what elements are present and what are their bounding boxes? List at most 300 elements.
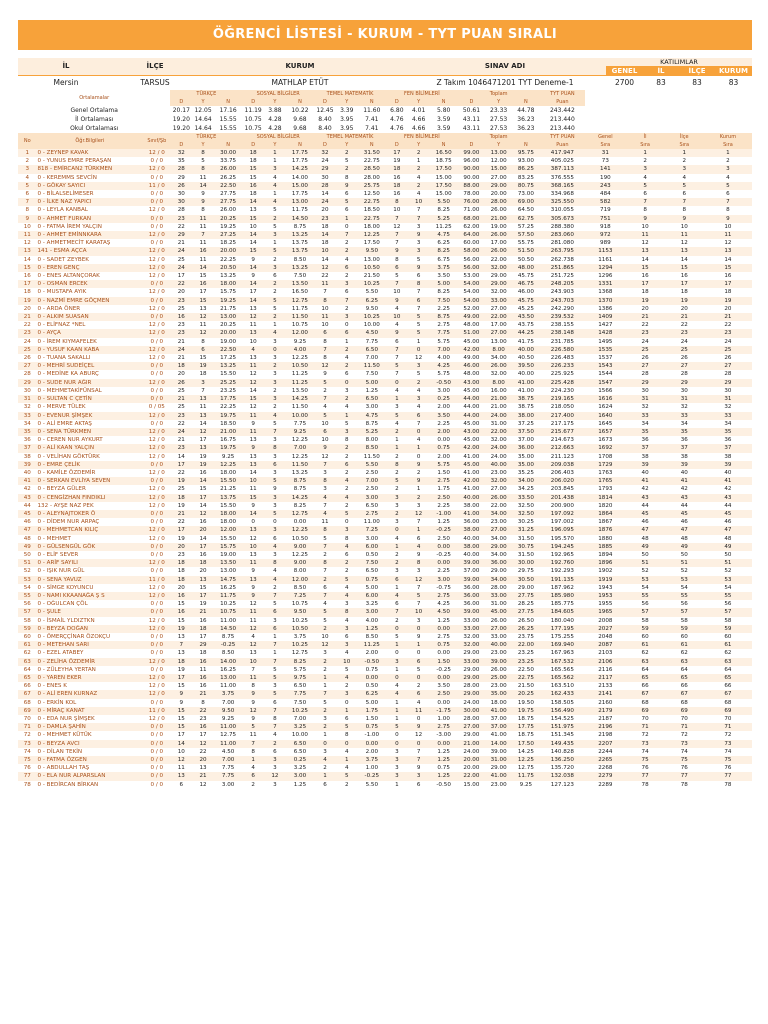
cell-value: 44.25 [512,329,539,337]
table-row [18,748,752,756]
cell-value: 14 [199,535,207,542]
cell-value: 12 [249,371,257,378]
cell-value: 1544 [598,371,613,378]
student-name: 0 - ŞULE [37,608,144,616]
cell-value: 2207 [585,740,625,748]
student-name: 0 - BEYZA DOĞAN [37,625,144,633]
cell-value: 22.00 [485,313,512,321]
row-number: 8 [25,207,30,214]
cell-value: 15.00 [435,174,452,181]
cell-value: 15 [199,486,207,493]
cell-value: 8.00 [485,346,512,354]
cell-value: 2 [273,387,277,394]
cell-value: 6 [395,601,399,608]
cell-value: 3 [323,486,327,493]
cell-value: 37.50 [512,428,539,436]
cell-value: 12 [192,510,214,518]
cell-value: 197.002 [550,519,574,526]
cell-value: 6.25 [358,297,386,305]
cell-value: 1 [336,412,358,420]
row-number: 25 [18,346,37,354]
cell-value: 3 [386,756,408,764]
student-class: 0 / 0 [143,198,170,206]
table-row [18,633,752,641]
cell-value: 14 [170,740,192,748]
cell-value: 9 [273,486,277,493]
cell-value: 9 [242,690,264,698]
sh-fen: FEN BİLİMLERİ [386,90,458,98]
cell-value: 30 [170,198,192,206]
cell-value: 24.00 [463,748,480,755]
cell-value: -1.75 [430,707,458,715]
cell-value: 4 [416,437,421,444]
cell-value: 65 [626,674,665,682]
cell-value: 2 [416,683,421,690]
average-value: 14.64 [194,125,212,132]
cell-value: 3.75 [358,756,386,764]
cell-value: 15 [665,264,704,272]
cell-value: 5 [408,313,430,321]
cell-value: 1.25 [293,781,307,788]
sub-y-3: Y [408,141,430,149]
cell-value: 13 [249,305,257,312]
cell-value: 5.00 [430,280,458,288]
cell-value: 17 [170,461,192,469]
cell-value: 7.75 [221,765,235,772]
cell-value: 5 [273,207,277,214]
cell-value: 39.50 [512,362,539,370]
cell-value: 18.00 [220,469,237,476]
cell-value: 12.00 [286,576,314,584]
cell-value: 15.75 [214,543,242,551]
cell-value: 13.00 [363,256,380,263]
student-name: 0 - AYÇA [37,329,144,337]
table-row [18,756,752,764]
cell-value: 19.75 [512,707,539,715]
il-header: İL [18,58,114,76]
student-class: 0 / 0 [143,772,170,780]
cell-value: 13 [249,355,257,362]
row-number: 53 [18,576,37,584]
cell-value: 53.00 [463,273,480,280]
table-row [18,346,752,354]
table-row [18,600,752,608]
student-class: 0 / 0 [150,781,164,788]
cell-value: 23.00 [490,519,507,526]
cell-value: 209.038 [540,461,586,469]
cell-value: 30.00 [458,707,485,715]
cell-value: 15 [199,584,207,591]
cell-value: 3 [264,264,286,272]
cell-value: 24 [641,338,649,345]
row-number: 49 [18,543,37,551]
cell-value: 192.760 [540,559,586,567]
cell-value: 14 [199,502,207,509]
cell-value: 12.25 [291,551,308,558]
cell-value: 206.020 [540,477,586,485]
cell-value: 9 [251,716,255,723]
student-class: 0 / 0 [150,519,164,526]
cell-value: 45.00 [463,387,480,394]
cell-value: 243.903 [550,289,574,296]
cell-value: 19 [170,625,192,633]
cell-value: 12.50 [363,191,380,198]
cell-value: 9 [251,273,255,280]
cell-value: 14 [314,231,336,239]
cell-value: 9 [201,191,205,198]
cell-value: 72 [641,732,649,739]
row-number: 14 [23,256,31,263]
cell-value: 7 [323,568,327,575]
cell-value: 12 [242,625,264,633]
cell-value: 12 [415,355,423,362]
cell-value: 5.50 [365,289,379,296]
cell-value: 7 [395,240,399,247]
sub-n-3: N [430,141,458,149]
cell-value: 8 [192,165,214,173]
cell-value: 43.50 [512,313,539,321]
cell-value: -1.00 [430,510,458,518]
cell-value: 243 [585,182,625,190]
cell-value: 39 [704,461,752,469]
cell-value: 3 [336,690,358,698]
cell-value: 2.75 [430,723,458,731]
cell-value: 4 [344,748,349,755]
cell-value: 12 [314,641,336,649]
cell-value: 44 [680,502,688,509]
cell-value: 20.00 [214,247,242,255]
cell-value: 48.00 [463,322,480,329]
cell-value: 76.00 [458,198,485,206]
cell-value: 12 [242,641,264,649]
cell-value: 305.673 [540,215,586,223]
cell-value: 368.165 [540,182,586,190]
cell-value: 8.50 [358,444,386,452]
cell-value: 1.25 [437,748,450,755]
cell-value: 19 [199,453,207,460]
cell-value: 27.00 [490,486,507,493]
cell-value: 1 [395,666,399,673]
student-class: 0 / 0 [150,158,164,165]
cell-value: 13 [199,765,207,772]
cell-value: 156.490 [540,707,586,715]
cell-value: 13 [249,650,257,657]
cell-value: 22.50 [517,666,534,673]
cell-value: 10 [336,658,358,666]
cell-value: 37.00 [517,437,534,444]
cell-value: 30 [321,174,329,181]
cell-value: 9 [416,551,421,558]
cell-value: 2 [395,453,399,460]
sub-y-3: Y [408,98,430,106]
student-name: 0 - ALEYNAJTOKER Ö [37,510,144,518]
row-number: 41 [18,477,37,485]
cell-value: 1.00 [437,716,450,723]
cell-value: 45.75 [512,297,539,305]
cell-value: 15.50 [220,502,237,509]
student-name: 0 - SENA YAVUZ [37,576,144,584]
cell-value: 14.50 [286,215,314,223]
cell-value: 9 [408,231,430,239]
cell-value: 7 [386,346,408,354]
sh-turkce: TÜRKÇE [170,90,242,98]
cell-value: 62 [641,650,649,657]
cell-value: 57 [626,608,665,616]
cell-value: 3 [416,568,421,575]
table-row [18,444,752,452]
cell-value: 8.75 [293,223,307,230]
cell-value: 68 [724,699,732,706]
cell-value: 3.00 [437,387,450,394]
cell-value: 35.00 [512,461,539,469]
cell-value: 7 [314,592,336,600]
cell-value: 3 [273,551,277,558]
cell-value: 7 [386,215,408,223]
cell-value: 3.00 [221,781,235,788]
average-value: 19.20 [172,116,190,123]
table-row [18,592,752,600]
cell-value: 3.50 [430,412,458,420]
cell-value: 62 [724,650,732,657]
cell-value: 0 [344,322,349,329]
average-value: 10.75 [244,116,262,123]
average-label: Okul Ortalaması [70,125,119,132]
cell-value: 0.75 [437,765,450,772]
row-number: 23 [18,329,37,337]
cell-value: 1 [264,149,286,157]
cell-value: 31.50 [517,551,534,558]
cell-value: 3 [323,748,327,755]
cell-value: 37.00 [463,568,480,575]
cell-value: 12 [242,707,264,715]
cell-value: 31.25 [512,526,539,534]
student-name: 141 - ESMA AÇCA [37,247,144,255]
cell-value: -0.25 [436,666,451,673]
cell-value: 23 [170,412,192,420]
cell-value: 1368 [598,289,613,296]
cell-value: 19 [177,502,185,509]
cell-value: 19 [192,362,214,370]
cell-value: 18.00 [214,510,242,518]
cell-value: 0 [344,223,349,230]
cell-value: 187.962 [550,584,574,591]
cell-value: 7 [201,387,205,394]
cell-value: 64.00 [458,231,485,239]
cell-value: 73.00 [517,191,534,198]
cell-value: 7 [323,502,327,509]
cell-value: 4 [323,404,327,411]
cell-value: 212.663 [540,444,586,452]
cell-value: 7 [314,461,336,469]
row-number: 71 [18,723,37,731]
cell-value: 20 [177,289,185,296]
cell-value: 7.00 [430,346,458,354]
cell-value: 38 [724,453,732,460]
cell-value: 4 [251,633,255,640]
info-kurum2: 83 [728,78,739,87]
kurum-header: KURUM [196,58,404,76]
cell-value: 8.75 [365,420,379,427]
cell-value: 34.00 [485,576,512,584]
cell-value: 7.50 [365,371,379,378]
cell-value: 69 [704,707,752,715]
cell-value: 8 [408,280,430,288]
cell-value: 21 [704,313,752,321]
cell-value: 1 [395,437,399,444]
cell-value: 2 [395,469,399,476]
cell-value: 1 [395,716,399,723]
table-row [18,412,752,420]
cell-value: 4 [386,690,408,698]
cell-value: 262.738 [550,256,574,263]
table-row [18,165,752,173]
cell-value: 8.25 [286,658,314,666]
cell-value: 10.25 [286,707,314,715]
genel-header: GENEL [606,67,643,76]
cell-value: 11.25 [435,223,452,230]
table-row [18,526,752,534]
cell-value: 20.00 [463,765,480,772]
cell-value: 7.25 [358,526,386,534]
average-value: 4.76 [390,116,404,123]
cell-value: 14 [192,182,214,190]
cell-value: 27.00 [490,174,507,181]
cell-value: 14.25 [517,748,534,755]
sub-d-1: D [242,98,264,106]
cell-value: 3 [336,280,358,288]
cell-value: 16 [170,608,192,616]
cell-value: 2 [408,149,430,157]
cell-value: 20.00 [490,191,507,198]
cell-value: 22 [724,322,732,329]
row-number: 9 [18,215,37,223]
cell-value: 2.75 [437,633,450,640]
cell-value: 7 [395,355,399,362]
sub-y-4: Y [485,141,512,149]
cell-value: 30.50 [512,576,539,584]
cell-value: 17.50 [430,182,458,190]
student-class: 12 / 0 [143,592,170,600]
cell-value: 8.75 [430,313,458,321]
cell-value: 10 [321,633,329,640]
student-class: 12 / 0 [148,683,165,690]
cell-value: 4 [344,404,349,411]
cell-value: 18.00 [490,699,507,706]
ilce-header: İLÇE [114,58,196,76]
cell-value: 61 [704,641,752,649]
row-number: 55 [18,592,37,600]
cell-value: 3 [273,765,277,772]
cell-value: 0 [395,732,399,739]
cell-value: 989 [600,240,611,247]
sinav-header: SINAV ADI [404,58,606,76]
student-class: 12 / 0 [148,355,165,362]
cell-value: 13.50 [214,559,242,567]
cell-value: 54 [724,584,732,591]
cell-value: 63 [704,658,752,666]
student-name: 0 - SİMGE KOYUNCU [37,584,94,591]
average-value: 4.66 [411,116,426,123]
row-number: 68 [23,699,31,706]
col-ogr: Öğr.Bilgileri [37,133,144,149]
cell-value: 33.00 [458,658,485,666]
cell-value: 251.725 [550,273,574,280]
student-class: 0 / 0 [143,395,170,403]
student-class: 12 / 0 [148,453,165,460]
cell-value: 9.50 [214,707,242,715]
cell-value: -3.00 [436,732,451,739]
cell-value: 1331 [585,280,625,288]
cell-value: 32 [314,149,336,157]
student-class: 12 / 0 [143,674,170,682]
cell-value: 6 [273,748,277,755]
cell-value: 13 [192,576,214,584]
cell-value: 20 [177,584,185,591]
cell-value: 18 [724,289,732,296]
cell-value: 2 [264,740,286,748]
student-name: 0 - İSMAİL YLDIZTKN [37,617,95,624]
cell-value: 95.75 [512,149,539,157]
cell-value: 3 [273,683,277,690]
cell-value: 6 [344,371,349,378]
cell-value: 5 [264,247,286,255]
row-number: 4 [25,174,30,181]
cell-value: 6 [264,461,286,469]
cell-value: 5 [416,666,421,673]
cell-value: 22.75 [512,674,539,682]
cell-value: 36.00 [463,584,480,591]
cell-value: 22.25 [220,256,237,263]
cell-value: 3 [323,716,327,723]
cell-value: 73 [601,158,609,165]
cell-value: 7 [264,658,286,666]
cell-value: 1 [242,756,264,764]
cell-value: 7 [170,641,192,649]
cell-value: 13.75 [291,240,308,247]
cell-value: 1.25 [437,519,450,526]
cell-value: 19.00 [220,551,237,558]
cell-value: 13 [177,633,185,640]
cell-value: 194.245 [540,543,586,551]
student-class: 0 / 0 [143,297,170,305]
cell-value: 23.25 [220,387,237,394]
average-value: 23.33 [490,107,508,114]
cell-value: 8 [264,444,286,452]
cell-value: 30.75 [512,543,539,551]
cell-value: 9.25 [221,716,235,723]
cell-value: 58 [724,617,732,624]
cell-value: 214.673 [550,437,574,444]
cell-value: 10 [177,748,185,755]
cell-value: 19.00 [490,223,507,230]
cell-value: 6 [336,264,358,272]
cell-value: 7.00 [221,699,235,706]
cell-value: 3 [264,756,286,764]
cell-value: 12 [192,740,214,748]
cell-value: 7 [416,519,421,526]
cell-value: 0 [408,428,430,436]
cell-value: 9.25 [519,781,533,788]
cell-value: 4.00 [437,355,450,362]
cell-value: 5 [408,592,430,600]
table-row [18,494,752,502]
cell-value: -0.25 [214,641,242,649]
cell-value: 2 [395,551,399,558]
cell-value: 26.00 [485,494,512,502]
cell-value: 29.00 [485,280,512,288]
cell-value: 1428 [585,329,625,337]
cell-value: 4 [416,191,421,198]
